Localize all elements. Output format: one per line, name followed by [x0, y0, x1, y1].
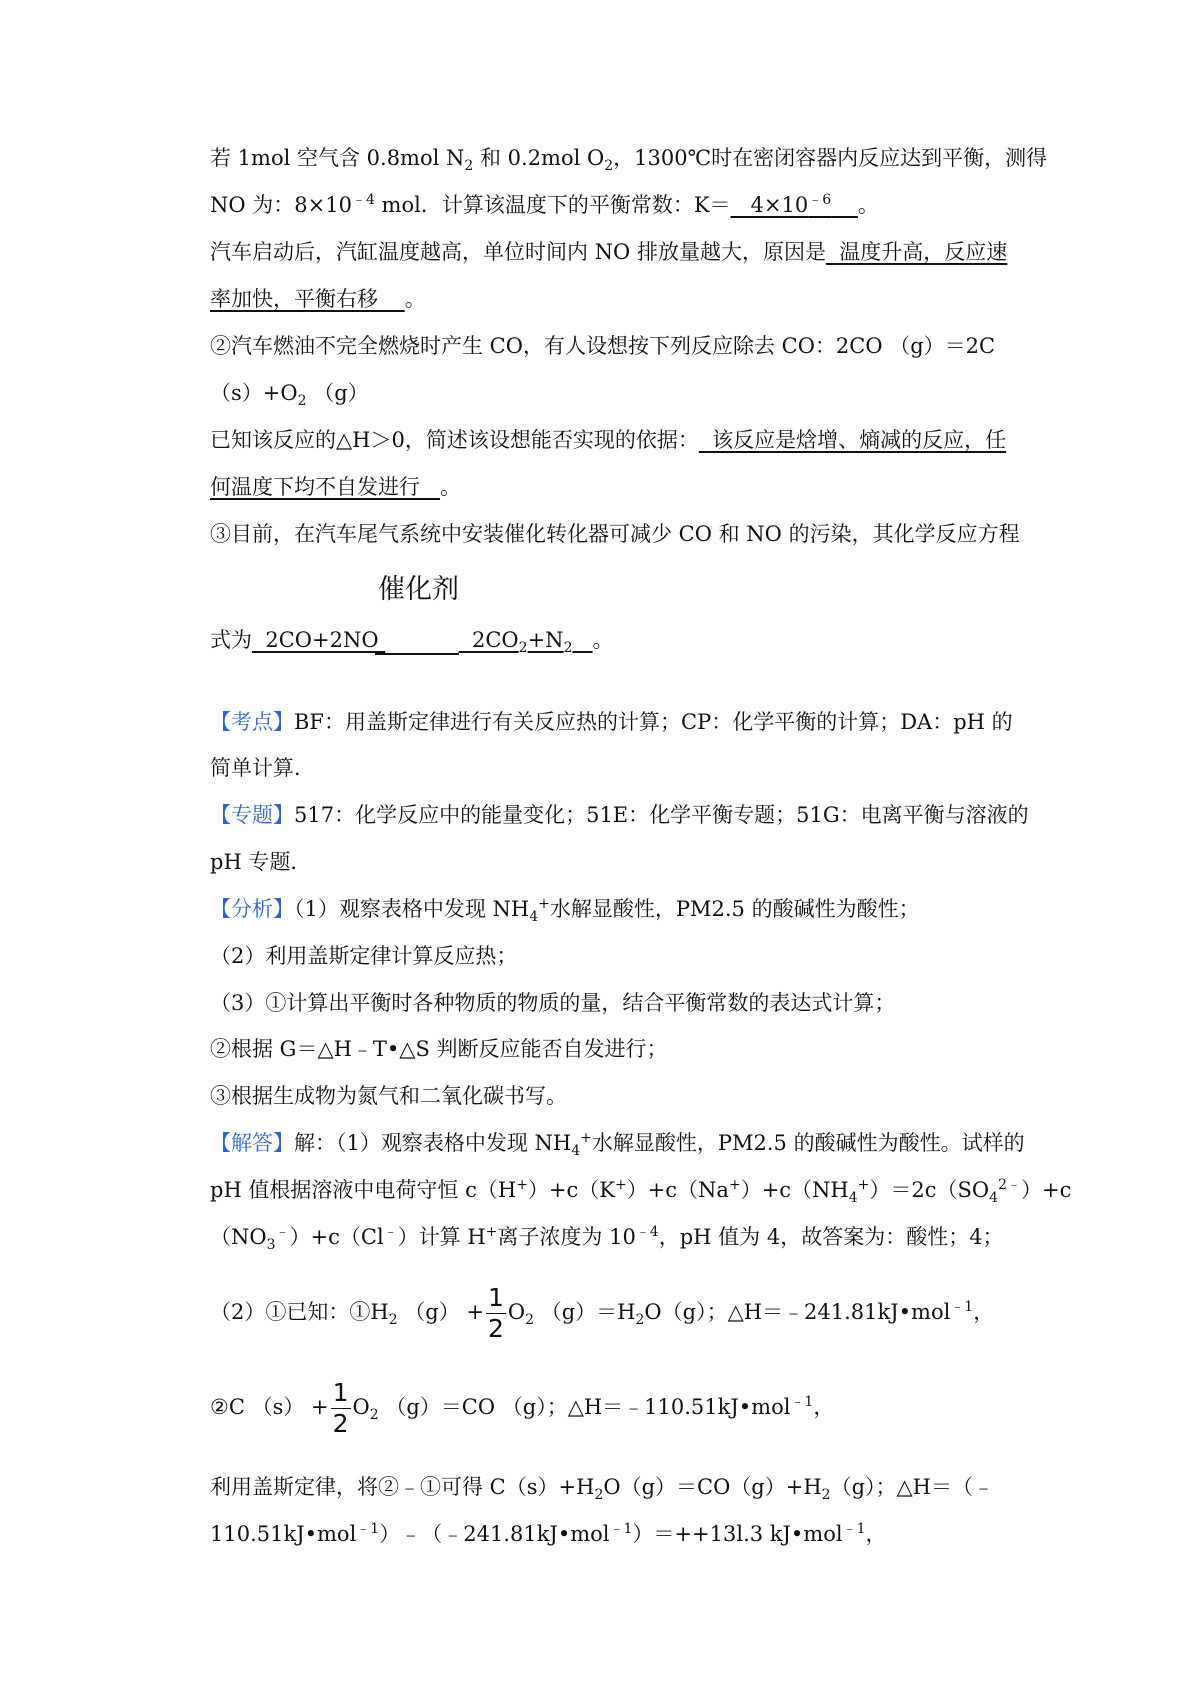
text-line-6: [210, 378, 369, 408]
text-line-10: [210, 625, 614, 655]
text-line-7: [210, 425, 1006, 455]
text-line-12: [210, 753, 315, 783]
tag-fenxi: 【分析】: [210, 897, 294, 921]
fraction-one-half: $\frac{1}{2}$: [488, 1283, 504, 1343]
text: 简单计算．: [210, 756, 315, 780]
catalyst-label: 催化剂: [378, 574, 459, 605]
text: 解：（1）观察表格中发现 NH: [294, 1131, 572, 1155]
text-line-18: [210, 1034, 668, 1064]
text-line-8: [210, 472, 461, 502]
text-line-22: $(NO_3^﹣)+c(Cl^﹣)$计算 H+离子浓度为 $10^{﹣4}$，pH 值为 4，故答案为：酸性；4；: [210, 1224, 1004, 1254]
text: ②汽车燃油不完全燃烧时产生 CO，有人设想按下列反应除去 CO：2CO （g）＝2C: [210, 334, 996, 358]
superscript: +: [580, 1130, 592, 1146]
text-line-24: ②C （s） + $\frac{1}{2}$ $O_2$ （g）＝CO （g）；△H＝﹣110.51kJ•mol$^{﹣1}$，: [210, 1378, 835, 1438]
answer-blank-equation-right: $2CO_2+N_2$: [458, 628, 573, 657]
text-line-2: [210, 190, 879, 220]
text: （g）: [306, 381, 369, 405]
answer-blank-k: $4\times 10^{﹣6}$: [730, 192, 832, 217]
text: 517：化学反应中的能量变化；51E：化学平衡专题；51G：电离平衡与溶液的: [294, 803, 1029, 827]
text: 汽车启动后，汽缸温度越高，单位时间内 NO 排放量越大，原因是: [210, 240, 826, 264]
equation-gap: [385, 628, 458, 652]
subscript: 2: [604, 158, 614, 175]
text: ③目前，在汽车尾气系统中安装催化转化器可减少 CO 和 NO 的污染，其化学反应方程: [210, 522, 1020, 546]
text: NO 为：8×10: [210, 193, 352, 217]
text-line-26: 110.51kJ•mol$^{﹣1}$）﹣（﹣241.81kJ•mol$^{﹣1}$）＝++13l.3 kJ•mol$^{﹣1}$，: [210, 1521, 887, 1546]
text: （1）观察表格中发现 NH: [294, 897, 530, 921]
text: 若 1mol 空气含 0.8mol N: [210, 146, 465, 170]
text-line-14: [210, 847, 311, 877]
subscript: 2: [464, 158, 474, 175]
text-line-1: [210, 143, 1047, 173]
text: pH 专题．: [210, 850, 312, 874]
tag-jieda: 【解答】: [210, 1131, 294, 1155]
text-line-21: pH 值根据溶液中电荷守恒 $c(H^+)+c(K^+)+c(Na^+)+c(NH_4^+)=2c(SO_4^{2﹣})+c$: [210, 1177, 1072, 1207]
text-line-13: [210, 800, 1029, 830]
text: 。: [592, 628, 614, 652]
text: 和 0.2mol O: [473, 146, 605, 170]
subscript: 4: [571, 1143, 581, 1160]
text-line-11: [210, 707, 1013, 737]
text: （3）①计算出平衡时各种物质的物质的量，结合平衡常数的表达式计算；: [210, 991, 896, 1015]
answer-blank-basis-cont: 何温度下均不自发进行: [210, 475, 420, 499]
fraction-one-half: $\frac{1}{2}$: [332, 1378, 349, 1438]
text-line-4: [210, 284, 426, 314]
text-line-16: [210, 941, 517, 971]
superscript: ﹣4: [351, 192, 375, 208]
text: 水解显酸性，PM2.5 的酸碱性为酸性；: [549, 897, 920, 921]
text-line-9: [210, 519, 1020, 549]
text: （2）利用盖斯定律计算反应热；: [210, 944, 518, 968]
text: ②根据 G＝△H﹣T•△S 判断反应能否自发进行；: [210, 1037, 668, 1061]
text-line-15: [210, 894, 920, 924]
text: BF：用盖斯定律进行有关反应热的计算；CP：化学平衡的计算；DA：pH 的: [294, 710, 1013, 734]
text: ③根据生成物为氮气和二氧化碳书写。: [210, 1084, 567, 1108]
answer-blank-reason: 温度升高，反应速: [825, 240, 1008, 264]
text: mol．计算该温度下的平衡常数：K＝: [374, 193, 731, 217]
text: 已知该反应的△H＞0，简述该设想能否实现的依据：: [210, 428, 699, 452]
subscript: 4: [529, 909, 539, 926]
text-line-25: 利用盖斯定律，将②﹣①可得 $C(s)+H_2O(g)=CO(g)+H_2(g)$；△H＝（﹣: [210, 1475, 994, 1504]
tag-kaodian: 【考点】: [210, 710, 294, 734]
text: 。: [857, 193, 879, 217]
text-line-3: [210, 237, 1007, 267]
text-line-23: （2）①已知：$①H_2$ （g） + $\frac{1}{2}$ $O_2$ $(g)=H_2O(g)$；△H＝﹣241.81kJ•mol$^{﹣1}$，: [210, 1283, 995, 1343]
text: 。: [440, 475, 462, 499]
text-line-20: [210, 1128, 1025, 1158]
answer-blank-equation-left: 2CO+2NO: [252, 628, 386, 652]
text: （s）+O: [210, 381, 298, 405]
superscript: +: [538, 896, 550, 912]
text-line-17: [210, 988, 895, 1018]
text-line-5: [210, 331, 995, 361]
text: 。: [404, 287, 426, 311]
answer-blank-reason-cont: 率加快，平衡右移: [210, 287, 378, 311]
text: ，1300℃时在密闭容器内反应达到平衡，测得: [613, 146, 1048, 170]
subscript: 2: [297, 393, 307, 410]
text-line-19: [210, 1081, 567, 1111]
text: 式为: [210, 628, 252, 652]
answer-blank-basis: 该反应是焓增、熵减的反应，任: [698, 428, 1007, 452]
tag-zhuanti: 【专题】: [210, 803, 294, 827]
text: 水解显酸性，PM2.5 的酸碱性为酸性。试样的: [591, 1131, 1025, 1155]
